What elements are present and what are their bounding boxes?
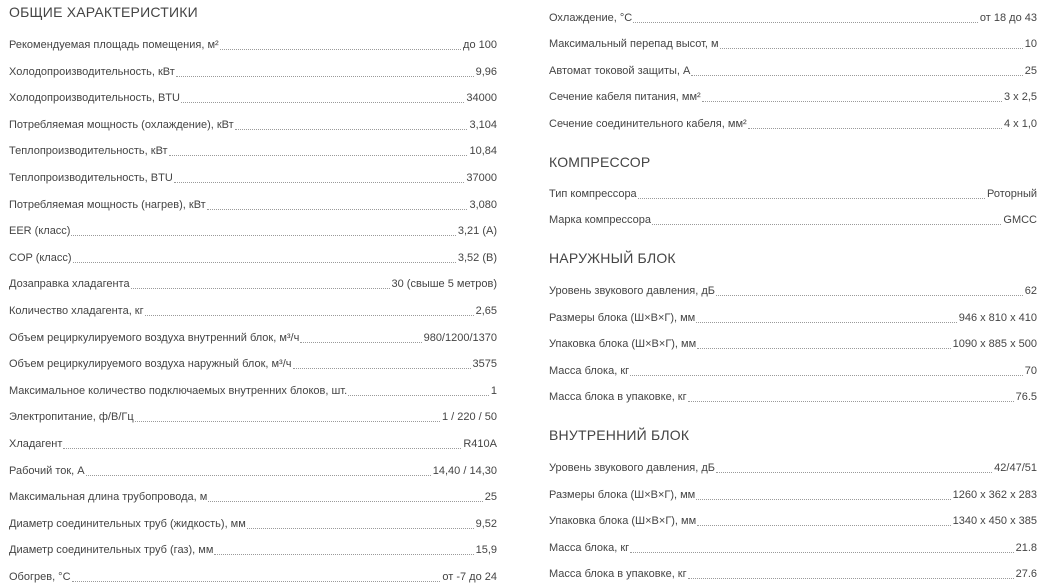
dotted-leader [131,288,390,289]
spec-label: Хладагент [9,438,63,450]
spec-value: 3,52 (B) [457,252,497,264]
spec-value: 37000 [466,172,497,184]
dotted-leader [748,128,1002,129]
spec-value: 980/1200/1370 [423,332,497,344]
spec-row [9,165,497,185]
spec-label: Масса блока, кг [549,365,630,377]
spec-value: до 100 [463,39,497,51]
spec-value: 3,104 [469,119,497,131]
spec-label: COP (класс) [9,252,72,264]
spec-row [9,298,497,318]
spec-label: Охлаждение, °С [549,12,633,24]
spec-row [549,207,1037,227]
spec-label: Диаметр соединительных труб (газ), мм [9,544,214,556]
spec-row [9,351,497,371]
spec-value: 10,84 [469,145,497,157]
spec-label: Холодопроизводительность, BTU [9,92,180,104]
dotted-leader [214,554,473,555]
spec-row [549,84,1037,104]
spec-value: 15,9 [475,544,497,556]
spec-row [9,537,497,557]
spec-label: Теплопроизводительность, кВт [9,145,168,157]
dotted-leader [716,295,1023,296]
dotted-leader [207,209,468,210]
spec-row [549,358,1037,378]
spec-value: 76.5 [1015,391,1037,403]
spec-value: 4 x 1,0 [1003,118,1037,130]
spec-label: Размеры блока (Ш×В×Г), мм [549,489,696,501]
spec-row [549,58,1037,78]
spec-value: 62 [1024,285,1037,297]
dotted-leader [697,525,950,526]
spec-label: Сечение кабеля питания, мм² [549,91,701,103]
dotted-leader [702,101,1002,102]
spec-value: 9,96 [475,66,497,78]
section-title-indoor: ВНУТРЕННИЙ БЛОК [549,427,690,443]
spec-label: Диаметр соединительных труб (жидкость), мм [9,518,246,530]
spec-row [9,271,497,291]
dotted-leader [633,22,978,23]
spec-label: Уровень звукового давления, дБ [549,462,715,474]
dotted-leader [176,76,474,77]
spec-row [9,245,497,265]
spec-label: Максимальный перепад высот, м [549,38,719,50]
spec-value: 70 [1024,365,1037,377]
dotted-leader [208,501,482,502]
spec-row [9,112,497,132]
spec-row [549,5,1037,25]
spec-value: 1 [490,385,497,397]
section-title-compressor: КОМПРЕССОР [549,154,651,170]
spec-value: 30 (свыше 5 метров) [391,278,497,290]
spec-label: Рабочий ток, А [9,465,85,477]
spec-value: 2,65 [475,305,497,317]
spec-label: EER (класс) [9,225,71,237]
spec-value: 3575 [472,358,497,370]
spec-label: Теплопроизводительность, BTU [9,172,173,184]
dotted-leader [300,342,421,343]
dotted-leader [174,182,465,183]
spec-label: Упаковка блока (Ш×В×Г), мм [549,515,697,527]
dotted-leader [181,102,464,103]
spec-row [9,564,497,584]
spec-value: 34000 [466,92,497,104]
spec-label: Количество хладагента, кг [9,305,144,317]
spec-value: 946 x 810 x 410 [958,312,1037,324]
spec-value: 27.6 [1015,568,1037,580]
spec-row [9,85,497,105]
spec-value: 1260 x 362 x 283 [952,489,1037,501]
spec-row [9,218,497,238]
spec-value: от 18 до 43 [979,12,1037,24]
spec-label: Масса блока в упаковке, кг [549,568,687,580]
spec-value: 3,21 (A) [457,225,497,237]
spec-row [549,482,1037,502]
spec-label: Уровень звукового давления, дБ [549,285,715,297]
spec-row [549,384,1037,404]
spec-label: Автомат токовой защиты, А [549,65,691,77]
dotted-leader [86,475,431,476]
spec-label: Обогрев, °С [9,571,71,583]
spec-value: 21.8 [1015,542,1037,554]
dotted-leader [697,348,950,349]
dotted-leader [169,155,468,156]
dotted-leader [235,129,468,130]
spec-label: Дозаправка хладагента [9,278,130,290]
spec-value: 1340 x 450 x 385 [952,515,1037,527]
spec-row [9,431,497,451]
spec-label: Марка компрессора [549,214,652,226]
dotted-leader [652,224,1001,225]
spec-row [549,455,1037,475]
dotted-leader [691,75,1022,76]
spec-value: 42/47/51 [994,462,1037,474]
section-title-outdoor: НАРУЖНЫЙ БЛОК [549,250,676,266]
spec-row [549,535,1037,555]
spec-value: 3 x 2,5 [1003,91,1037,103]
spec-label: Максимальная длина трубопровода, м [9,491,208,503]
spec-row [549,305,1037,325]
spec-row [9,378,497,398]
spec-value: Роторный [986,188,1037,200]
dotted-leader [348,395,489,396]
spec-row [9,511,497,531]
dotted-leader [630,552,1013,553]
dotted-leader [73,262,456,263]
dotted-leader [630,375,1023,376]
spec-row [549,111,1037,131]
spec-label: Холодопроизводительность, кВт [9,66,175,78]
spec-value: 1 / 220 / 50 [441,411,497,423]
spec-label: Масса блока, кг [549,542,630,554]
spec-label: Объем рециркулируемого воздуха внутренний блок, м³/ч [9,332,300,344]
dotted-leader [71,235,455,236]
spec-value: 9,52 [475,518,497,530]
dotted-leader [716,472,992,473]
dotted-leader [135,421,440,422]
spec-value: R410A [463,438,497,450]
spec-label: Потребляемая мощность (нагрев), кВт [9,199,206,211]
spec-value: 3,080 [469,199,497,211]
dotted-leader [696,322,956,323]
spec-row [9,458,497,478]
spec-row [9,192,497,212]
spec-row [549,278,1037,298]
spec-row [549,508,1037,528]
spec-row [9,59,497,79]
spec-label: Максимальное количество подключаемых внутренних блоков, шт. [9,385,348,397]
dotted-leader [696,499,950,500]
dotted-leader [720,48,1023,49]
spec-label: Рекомендуемая площадь помещения, м² [9,39,219,51]
dotted-leader [63,448,461,449]
dotted-leader [638,198,985,199]
dotted-leader [293,368,471,369]
section-title-general: ОБЩИЕ ХАРАКТЕРИСТИКИ [9,4,198,20]
dotted-leader [247,528,474,529]
spec-value: 10 [1024,38,1037,50]
dotted-leader [688,401,1014,402]
spec-label: Потребляемая мощность (охлаждение), кВт [9,119,234,131]
spec-row [549,561,1037,581]
spec-row [549,331,1037,351]
spec-row [549,31,1037,51]
spec-label: Сечение соединительного кабеля, мм² [549,118,747,130]
spec-value: 25 [484,491,497,503]
spec-row [9,325,497,345]
spec-label: Размеры блока (Ш×В×Г), мм [549,312,696,324]
dotted-leader [145,315,474,316]
spec-label: Электропитание, ф/В/Гц [9,411,134,423]
dotted-leader [688,578,1014,579]
spec-label: Масса блока в упаковке, кг [549,391,687,403]
spec-value: 1090 x 885 x 500 [952,338,1037,350]
spec-row [9,404,497,424]
dotted-leader [72,581,441,582]
spec-value: GMCC [1003,214,1037,226]
spec-value: от -7 до 24 [442,571,497,583]
spec-row [549,181,1037,201]
dotted-leader [220,49,461,50]
spec-label: Объем рециркулируемого воздуха наружный блок, м³/ч [9,358,292,370]
spec-label: Тип компрессора [549,188,637,200]
spec-label: Упаковка блока (Ш×В×Г), мм [549,338,697,350]
spec-row [9,32,497,52]
spec-row [9,138,497,158]
spec-value: 14,40 / 14,30 [432,465,497,477]
spec-value: 25 [1024,65,1037,77]
spec-row [9,484,497,504]
